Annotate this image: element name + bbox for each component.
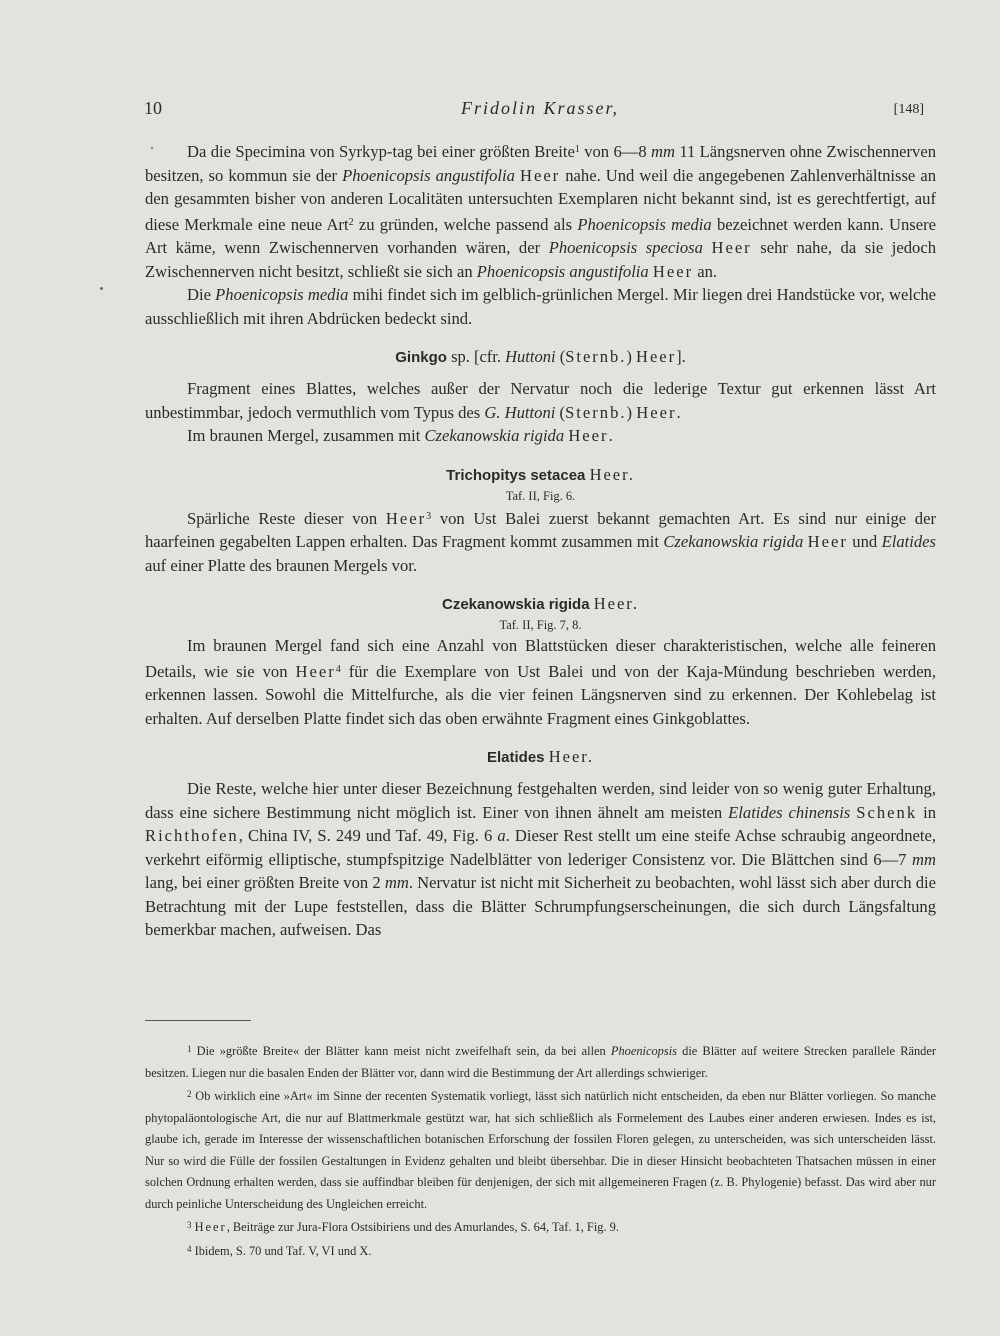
- footnote-4: $^4$ Ibidem, S. 70 und Taf. V, VI und X.: [187, 1243, 372, 1258]
- heading-trichopitys: Trichopitys setacea Heer.: [446, 464, 635, 484]
- paragraph-phoenicopsis-2: Die Phoenicopsis media mihi findet sich im gelblich-grünlichen Mergel. Mir liegen drei Handstücke vor, welche ausschließlich mit ihren Abdrücken bedeckt sind.: [145, 285, 936, 328]
- margin-speck: [151, 147, 153, 149]
- paragraph-phoenicopsis-1: Da die Specimina von Syrkyp-tag bei einer größten Breite$^1$ von 6—8 mm 11 Längsnerven ohne Zwischennerven besitzen, so kommun sie der Phoenicopsis angustifolia Heer nahe. Und weil die angegebenen Zahlenverhältnisse an den gesammten bisher von anderen Localitäten untersuchten Exemplaren nicht bekannt sind, ist es gerechtfertigt, auf diese Merkmale eine neue Art$^2$ zu gründen, welche passend als Phoenicopsis media bezeichnet werden kann. Unsere Art käme, wenn Zwischennerven vorhanden wären, der Phoenicopsis speciosa Heer sehr nahe, da sie jedoch Zwischennerven nicht besitzt, schließt sie sich an Phoenicopsis angustifolia Heer an.: [145, 142, 936, 281]
- paragraph-elatides: Die Reste, welche hier unter dieser Bezeichnung festgehalten werden, sind leider von so wenig guter Erhaltung, dass eine sichere Bestimmung nicht möglich ist. Einer von ihnen ähnelt am meisten Elatides chinensis Schenk in Richthofen, China IV, S. 249 und Taf. 49, Fig. 6 a. Dieser Rest stellt um eine steife Achse schraubig angeordnete, verkehrt eiförmig elliptische, stumpfspitzige Nadelblätter von lederiger Consistenz vor. Die Blättchen sind 6—7 mm lang, bei einer größten Breite von 2 mm. Nervatur ist nicht mit Sicherheit zu beobachten, wohl lässt sich aber durch die Betrachtung mit der Lupe feststellen, dass die Blätter Schrumpfungserscheinungen, die sich durch Längsfaltung bemerkbar machen, aufweisen. Das: [145, 779, 937, 939]
- footnote-3: $^3$ Heer, Beiträge zur Jura-Flora Ostsibiriens und des Amurlandes, S. 64, Taf. 1, Fig. 9.: [187, 1220, 619, 1234]
- paragraph-ginkgo-2: Im braunen Mergel, zusammen mit Czekanowskia rigida Heer.: [187, 426, 613, 445]
- heading-elatides: Elatides Heer.: [487, 747, 594, 766]
- footnote-ref-2[interactable]: 2: [348, 216, 354, 228]
- plate-reference-czekanowskia: Taf. II, Fig. 7, 8.: [499, 618, 582, 632]
- footnote-2: $^2$ Ob wirklich eine »Art« im Sinne der recenten Systematik vorliegt, lässt sich natürlich nicht entscheiden, da eben nur Blätter vorliegen. So manche phytopaläontologische Art, die nur auf Blattmerkmale gestützt war, hat sich schließlich als Formelement des Laubes einer anderen erwiesen. Indes es ist, glaube ich, gerade im Interesse der wissenschaftlichen botanischen Erforschung der fossilen Floren gelegen, zu unterscheiden, was sich unterscheiden lässt. Nur so wird die Fülle der fossilen Gestaltungen in Evidenz gehalten und bleibt übersehbar. Die in dieser Hinsicht beobachteten Thatsachen müssen in einer solchen Ordnung erhalten werden, dass sie auffindbar bleiben für denjenigen, der sich mit allgemeineren Fragen (z. B. Phylogenie) befasst. Das wird aber nur durch peinliche Unterscheidung des Ungleichen erreicht.: [145, 1089, 936, 1211]
- heading-ginkgo: Ginkgo sp. [cfr. Huttoni (Sternb.) Heer].: [395, 347, 686, 366]
- page-header: [144, 98, 936, 126]
- page-number: 10: [144, 98, 162, 118]
- running-title: Fridolin Krasser,: [460, 98, 620, 118]
- paragraph-trichopitys: Spärliche Reste dieser von Heer$^3$ von Ust Balei zuerst bekannt gemachten Art. Es sind nur einige der haarfeinen gegabelten Lappen erhalten. Das Fragment kommt zusammen mit Czekanowskia rigida Heer und Elatides auf einer Platte des braunen Mergels vor.: [145, 508, 936, 575]
- footnote-ref-1[interactable]: 1: [574, 144, 580, 155]
- footnote-separator: [145, 1020, 251, 1021]
- margin-speck: [100, 287, 103, 290]
- footnote-ref-3[interactable]: 3: [426, 510, 432, 522]
- paragraph-czekanowskia: Im braunen Mergel fand sich eine Anzahl von Blattstücken dieser charakteristischen, welche alle feineren Details, wie sie von Heer$^4$ für die Exemplare von Ust Balei und von der Kaja-Mündung beschrieben werden, erkennen lassen. Sowohl die Mittelfurche, als die vier feinen Längsnerven sind zu erkennen. Der Kohlebelag ist erhalten. Auf derselben Platte findet sich das oben erwähnte Fragment eines Ginkgoblattes.: [145, 636, 937, 728]
- paragraph-ginkgo-1: Fragment eines Blattes, welches außer der Nervatur noch die lederige Textur gut erkennen lässt Art unbestimmbar, jedoch vermuthlich vom Typus des G. Huttoni (Sternb.) Heer.: [145, 379, 936, 422]
- main-text: [145, 138, 936, 942]
- footnote-1: $^1$ Die »größte Breite« der Blätter kann meist nicht zweifelhaft sein, da bei allen Phoenicopsis die Blätter auf weitere Strecken parallele Ränder besitzen. Liegen nur die basalen Enden der Blätter vor, dann wird die Bestimmung der Art allerdings schwieriger.: [145, 1044, 936, 1080]
- plate-reference-trichopitys: Taf. II, Fig. 6.: [505, 488, 576, 503]
- heading-czekanowskia: Czekanowskia rigida Heer.: [441, 594, 639, 613]
- page-reference: [148]: [893, 102, 924, 117]
- footnote-ref-4[interactable]: 4: [335, 663, 341, 675]
- footnotes: [145, 1039, 936, 1262]
